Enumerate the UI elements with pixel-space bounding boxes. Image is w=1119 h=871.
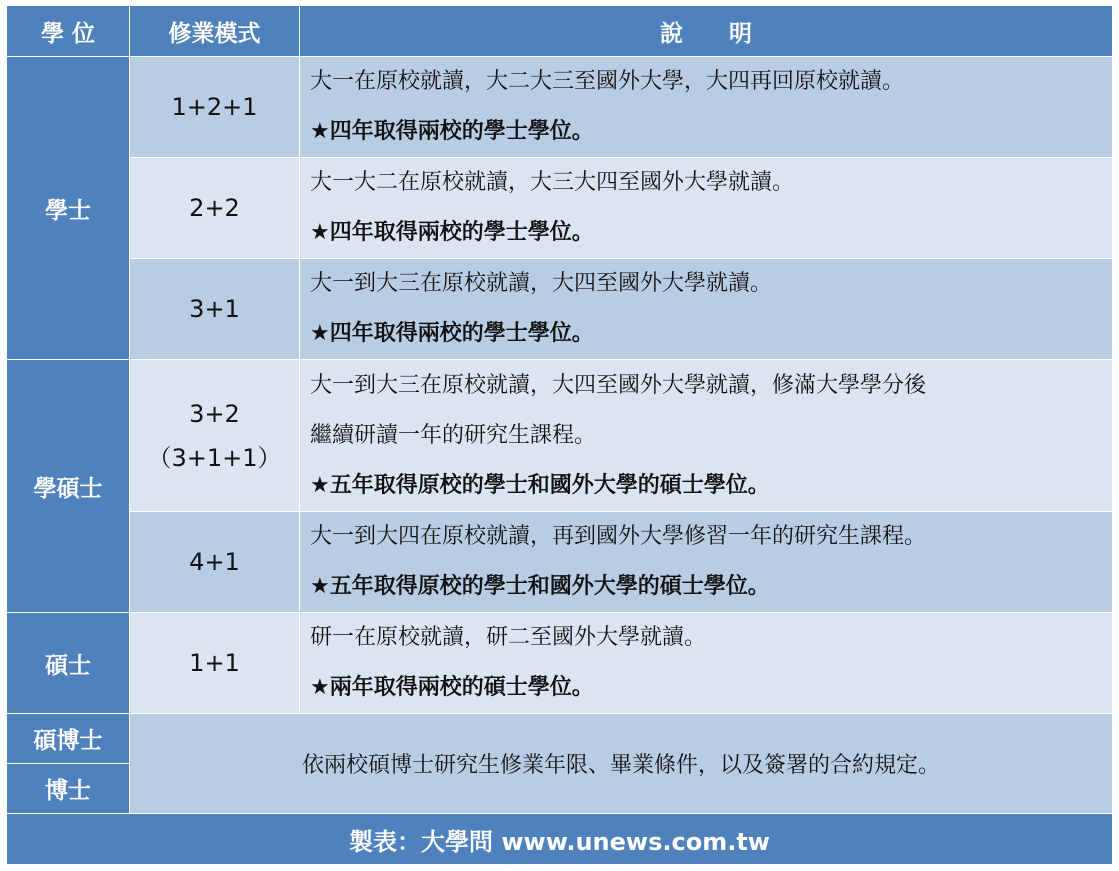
table-row xyxy=(7,259,1113,360)
degree-doctoral: 博士 xyxy=(7,764,130,814)
degree-master-doctoral: 碩博士 xyxy=(7,714,130,764)
desc-line: 大一到大三在原校就讀，大四至國外大學就讀。 xyxy=(310,271,773,296)
header-degree: 學 位 xyxy=(7,6,130,57)
desc-cell xyxy=(300,613,1113,714)
desc-line: 大一在原校就讀，大二大三至國外大學，大四再回原校就讀。 xyxy=(310,69,905,94)
desc-cell xyxy=(300,57,1113,158)
mode-sub: （3+1+1） xyxy=(147,443,282,472)
doctoral-desc: 依兩校碩博士研究生修業年限、畢業條件，以及簽署的合約規定。 xyxy=(130,714,1113,814)
desc-line: 大一大二在原校就讀，大三大四至國外大學就讀。 xyxy=(310,170,795,195)
header-mode: 修業模式 xyxy=(130,6,300,57)
desc-cell xyxy=(300,512,1113,613)
table-row xyxy=(7,714,1113,764)
desc-cell xyxy=(300,158,1113,259)
desc-note: ★四年取得兩校的學士學位。 xyxy=(310,321,594,346)
desc-cell xyxy=(300,259,1113,360)
footer-row xyxy=(7,814,1113,865)
desc-note: ★四年取得兩校的學士學位。 xyxy=(310,220,594,245)
mode-cell: 3+1 xyxy=(130,259,300,360)
degree-bachelor-master: 學碩士 xyxy=(7,360,130,613)
header-row xyxy=(7,6,1113,57)
desc-note: ★四年取得兩校的學士學位。 xyxy=(310,119,594,144)
degree-bachelor: 學士 xyxy=(7,57,130,360)
mode-cell: 4+1 xyxy=(130,512,300,613)
mode-cell: 1+2+1 xyxy=(130,57,300,158)
table-row xyxy=(7,613,1113,714)
mode-cell: 2+2 xyxy=(130,158,300,259)
desc-line: 繼續研讀一年的研究生課程。 xyxy=(310,422,597,448)
desc-note: ★五年取得原校的學士和國外大學的碩士學位。 xyxy=(310,574,770,599)
table-row xyxy=(7,512,1113,613)
table-row xyxy=(7,360,1113,512)
desc-cell xyxy=(300,360,1113,512)
header-desc: 說 明 xyxy=(300,6,1113,57)
degree-table xyxy=(6,5,1113,865)
mode-cell: 1+1 xyxy=(130,613,300,714)
desc-line: 研一在原校就讀，研二至國外大學就讀。 xyxy=(310,625,707,650)
desc-line: 大一到大四在原校就讀，再到國外大學修習一年的研究生課程。 xyxy=(310,524,927,549)
mode-cell xyxy=(130,360,300,512)
desc-line: 大一到大三在原校就讀，大四至國外大學就讀，修滿大學學分後 xyxy=(310,372,927,398)
desc-note: ★兩年取得兩校的碩士學位。 xyxy=(310,675,594,700)
table-row xyxy=(7,158,1113,259)
mode-main: 3+2 xyxy=(189,399,240,428)
table-row xyxy=(7,57,1113,158)
desc-note: ★五年取得原校的學士和國外大學的碩士學位。 xyxy=(310,472,770,498)
footer-credit: 製表：大學問 www.unews.com.tw xyxy=(7,814,1113,865)
degree-master: 碩士 xyxy=(7,613,130,714)
